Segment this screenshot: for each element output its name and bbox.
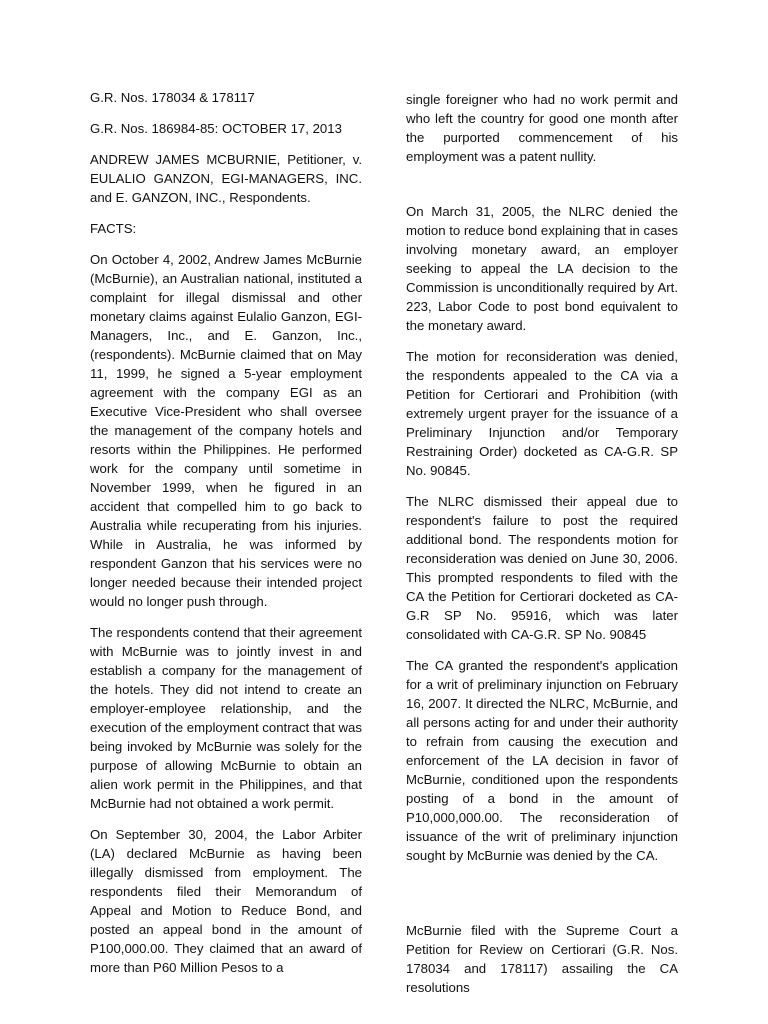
right-column: [406, 90, 678, 1009]
paragraph: single foreigner who had no work permit and who left the country for good one month after the purported commencement of his employment was a patent nullity.: [406, 92, 678, 164]
paragraph: McBurnie filed with the Supreme Court a Petition for Review on Certiorari (G.R. Nos. 178034 and 178117) assailing the CA resolutions: [406, 923, 678, 995]
parties: ANDREW JAMES MCBURNIE, Petitioner, v. EULALIO GANZON, EGI-MANAGERS, INC. and E. GANZON, INC., Respondents.: [90, 152, 362, 205]
paragraph: On September 30, 2004, the Labor Arbiter (LA) declared McBurnie as having been illegally dismissed from employment. The respondents filed their Memorandum of Appeal and Motion to Reduce Bond, and posted an appeal bond in the amount of P100,000.00. They claimed that an award of more than P60 Million Pesos to a: [90, 827, 362, 975]
paragraph: The CA granted the respondent's application for a writ of preliminary injunction on February 16, 2007. It directed the NLRC, McBurnie, and all persons acting for and under their authority to refrain from causing the execution and enforcement of the LA decision in favor of McBurnie, conditioned upon the respondents posting of a bond in the amount of P10,000,000.00. The reconsideration of issuance of the writ of preliminary injunction sought by McBurnie was denied by the CA.: [406, 658, 678, 863]
paragraph: On October 4, 2002, Andrew James McBurnie (McBurnie), an Australian national, instituted a complaint for illegal dismissal and other monetary claims against Eulalio Ganzon, EGI-Managers, Inc., and E. Ganzon, Inc., (respondents). McBurnie claimed that on May 11, 1999, he signed a 5-year employment agreement with the company EGI as an Executive Vice-President who shall oversee the management of the company hotels and resorts within the Philippines. He performed work for the company until sometime in November 1999, when he figured in an accident that compelled him to go back to Australia while recuperating from his injuries. While in Australia, he was informed by respondent Ganzon that his services were no longer needed because their intended project would no longer push through.: [90, 252, 362, 609]
paragraph: The NLRC dismissed their appeal due to respondent's failure to post the required additional bond. The respondents motion for reconsideration was denied on June 30, 2006. This prompted respondents to filed with the CA the Petition for Certiorari docketed as CA-G.R SP No. 95916, which was later consolidated with CA-G.R. SP No. 90845: [406, 494, 678, 642]
case-numbers: G.R. Nos. 178034 & 178117: [90, 90, 255, 105]
paragraph: On March 31, 2005, the NLRC denied the motion to reduce bond explaining that in cases involving monetary award, an employer seeking to appeal the LA decision to the Commission is unconditionally required by Art. 223, Labor Code to post bond equivalent to the monetary award.: [406, 204, 678, 333]
paragraph: The motion for reconsideration was denied, the respondents appealed to the CA via a Petition for Certiorari and Prohibition (with extremely urgent prayer for the issuance of a Preliminary Injunction and/or Temporary Restraining Order) docketed as CA-G.R. SP No. 90845.: [406, 349, 678, 478]
left-column: [90, 88, 362, 989]
facts-heading: FACTS:: [90, 221, 137, 236]
case-date: G.R. Nos. 186984-85: OCTOBER 17, 2013: [90, 121, 342, 136]
paragraph: The respondents contend that their agreement with McBurnie was to jointly invest in and establish a company for the management of the hotels. They did not intend to create an employer-employee relationship, and the execution of the employment contract that was being invoked by McBurnie was solely for the purpose of allowing McBurnie to obtain an alien work permit in the Philippines, and that McBurnie had not obtained a work permit.: [90, 625, 362, 811]
